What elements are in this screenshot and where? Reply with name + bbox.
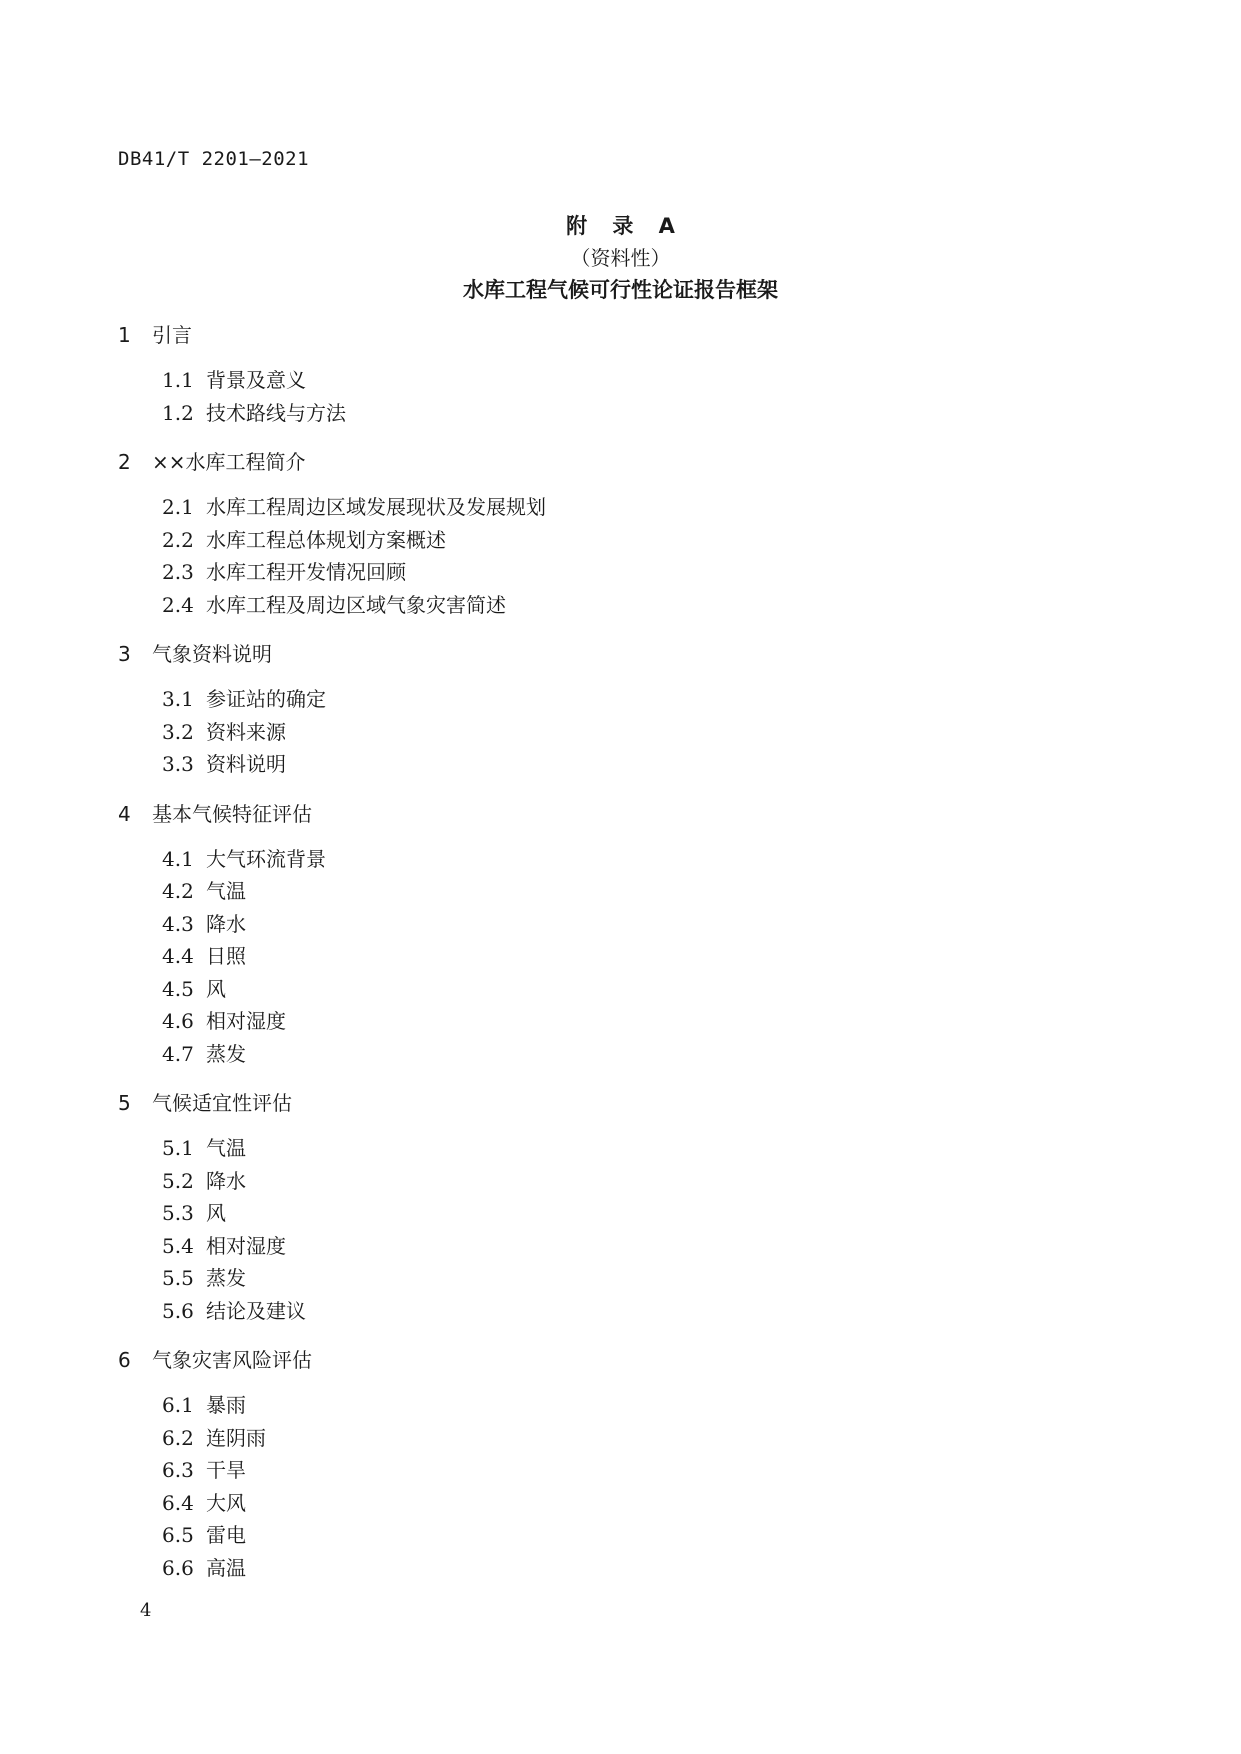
subsection-item xyxy=(162,589,1118,622)
subsection-number: 6.5 xyxy=(162,1523,194,1547)
subsection-number: 5.2 xyxy=(162,1168,194,1193)
subsection-number: 4.2 xyxy=(162,879,194,903)
section-title: 引言 xyxy=(152,323,192,347)
outline-section xyxy=(118,1088,1118,1327)
subsection-label: 大风 xyxy=(206,1490,246,1515)
subsection-item xyxy=(162,1262,1118,1295)
subsection-number: 2.4 xyxy=(162,592,194,617)
subsection-label: 水库工程总体规划方案概述 xyxy=(206,527,446,552)
subsection-label: 日照 xyxy=(206,944,246,968)
subsection-number: 5.3 xyxy=(162,1201,194,1225)
subsection-number: 2.3 xyxy=(162,560,194,584)
section-title: ××水库工程简介 xyxy=(152,450,306,474)
subsection-label: 暴雨 xyxy=(206,1393,246,1417)
appendix-title: 水库工程气候可行性论证报告框架 xyxy=(463,278,778,302)
subsection-label: 大气环流背景 xyxy=(206,846,326,871)
subsection-item xyxy=(162,973,1118,1006)
subsection-item xyxy=(162,1454,1118,1487)
subsection-label: 资料来源 xyxy=(206,719,286,744)
subsection-item xyxy=(162,524,1118,557)
subsection-number: 5.5 xyxy=(162,1266,194,1290)
subsection-label: 风 xyxy=(206,976,226,1001)
subsection-label: 降水 xyxy=(206,911,246,936)
subsection-item xyxy=(162,875,1118,908)
subsection-number: 6.6 xyxy=(162,1555,194,1580)
section-title: 气象灾害风险评估 xyxy=(152,1348,312,1372)
subsection-label: 气温 xyxy=(206,1136,246,1160)
subsection-item xyxy=(162,1197,1118,1230)
subsection-label: 雷电 xyxy=(206,1523,246,1547)
subsection-item xyxy=(162,491,1118,524)
outline-section xyxy=(118,799,1118,1071)
section-heading xyxy=(118,799,1118,829)
page-number: 4 xyxy=(140,1600,152,1621)
section-title: 气象资料说明 xyxy=(152,642,272,666)
subsection-number: 4.4 xyxy=(162,944,194,968)
section-number: 4 xyxy=(118,801,131,826)
subsection-label: 水库工程周边区域发展现状及发展规划 xyxy=(206,495,546,519)
subsection-label: 水库工程及周边区域气象灾害简述 xyxy=(206,592,506,617)
subsection-label: 资料说明 xyxy=(206,752,286,776)
subsection-item xyxy=(162,683,1118,716)
report-outline xyxy=(118,320,1118,1602)
subsection-label: 参证站的确定 xyxy=(206,687,326,711)
subsection-label: 相对湿度 xyxy=(206,1009,286,1033)
subsection-label: 高温 xyxy=(206,1555,246,1580)
subsection-item xyxy=(162,1005,1118,1038)
subsection-item xyxy=(162,843,1118,876)
subsection-label: 相对湿度 xyxy=(206,1233,286,1258)
section-heading xyxy=(118,320,1118,350)
subsection-number: 4.5 xyxy=(162,976,194,1001)
subsection-number: 1.1 xyxy=(162,368,194,392)
subsection-label: 水库工程开发情况回顾 xyxy=(206,560,406,584)
subsection-list xyxy=(162,683,1118,781)
section-heading xyxy=(118,1345,1118,1375)
section-heading xyxy=(118,639,1118,669)
section-heading xyxy=(118,447,1118,477)
subsection-label: 气温 xyxy=(206,879,246,903)
subsection-item xyxy=(162,364,1118,397)
document-code: DB41/T 2201—2021 xyxy=(118,148,310,170)
subsection-label: 技术路线与方法 xyxy=(206,400,346,425)
subsection-item xyxy=(162,940,1118,973)
subsection-label: 连阴雨 xyxy=(206,1425,266,1450)
subsection-item xyxy=(162,748,1118,781)
subsection-item xyxy=(162,1295,1118,1328)
subsection-item xyxy=(162,1389,1118,1422)
section-number: 3 xyxy=(118,642,131,666)
appendix-label: 附 录 A xyxy=(566,214,675,238)
subsection-item xyxy=(162,716,1118,749)
subsection-number: 5.1 xyxy=(162,1136,194,1160)
subsection-label: 背景及意义 xyxy=(206,368,306,392)
section-number: 1 xyxy=(118,323,131,347)
section-title: 气候适宜性评估 xyxy=(152,1091,292,1115)
subsection-list xyxy=(162,491,1118,621)
subsection-item xyxy=(162,1487,1118,1520)
subsection-label: 结论及建议 xyxy=(206,1298,306,1323)
outline-section xyxy=(118,320,1118,429)
appendix-type: （资料性） xyxy=(570,246,671,270)
subsection-number: 6.3 xyxy=(162,1458,194,1482)
subsection-label: 干旱 xyxy=(206,1458,246,1482)
subsection-number: 3.2 xyxy=(162,719,194,744)
subsection-item xyxy=(162,1519,1118,1552)
subsection-item xyxy=(162,397,1118,430)
subsection-item xyxy=(162,1132,1118,1165)
subsection-number: 4.7 xyxy=(162,1041,194,1066)
subsection-list xyxy=(162,364,1118,429)
subsection-item xyxy=(162,1038,1118,1071)
outline-section xyxy=(118,639,1118,781)
subsection-number: 5.6 xyxy=(162,1298,194,1323)
subsection-number: 4.1 xyxy=(162,846,194,871)
subsection-item xyxy=(162,1552,1118,1585)
subsection-item xyxy=(162,1422,1118,1455)
subsection-number: 6.4 xyxy=(162,1490,194,1515)
subsection-number: 2.2 xyxy=(162,527,194,552)
subsection-number: 3.3 xyxy=(162,752,194,776)
subsection-number: 6.2 xyxy=(162,1425,194,1450)
subsection-number: 6.1 xyxy=(162,1393,194,1417)
subsection-list xyxy=(162,843,1118,1071)
section-heading xyxy=(118,1088,1118,1118)
section-number: 2 xyxy=(118,450,131,474)
section-title: 基本气候特征评估 xyxy=(152,801,312,826)
section-number: 5 xyxy=(118,1091,131,1115)
subsection-item xyxy=(162,1230,1118,1263)
subsection-number: 2.1 xyxy=(162,495,194,519)
subsection-number: 1.2 xyxy=(162,400,194,425)
subsection-number: 3.1 xyxy=(162,687,194,711)
outline-section xyxy=(118,447,1118,621)
subsection-label: 风 xyxy=(206,1201,226,1225)
subsection-number: 5.4 xyxy=(162,1233,194,1258)
section-number: 6 xyxy=(118,1348,131,1372)
subsection-label: 蒸发 xyxy=(206,1041,246,1066)
subsection-number: 4.6 xyxy=(162,1009,194,1033)
subsection-item xyxy=(162,1165,1118,1198)
subsection-number: 4.3 xyxy=(162,911,194,936)
subsection-label: 蒸发 xyxy=(206,1266,246,1290)
subsection-item xyxy=(162,556,1118,589)
outline-section xyxy=(118,1345,1118,1584)
subsection-list xyxy=(162,1389,1118,1584)
appendix-heading xyxy=(0,210,1241,306)
subsection-item xyxy=(162,908,1118,941)
subsection-label: 降水 xyxy=(206,1168,246,1193)
subsection-list xyxy=(162,1132,1118,1327)
